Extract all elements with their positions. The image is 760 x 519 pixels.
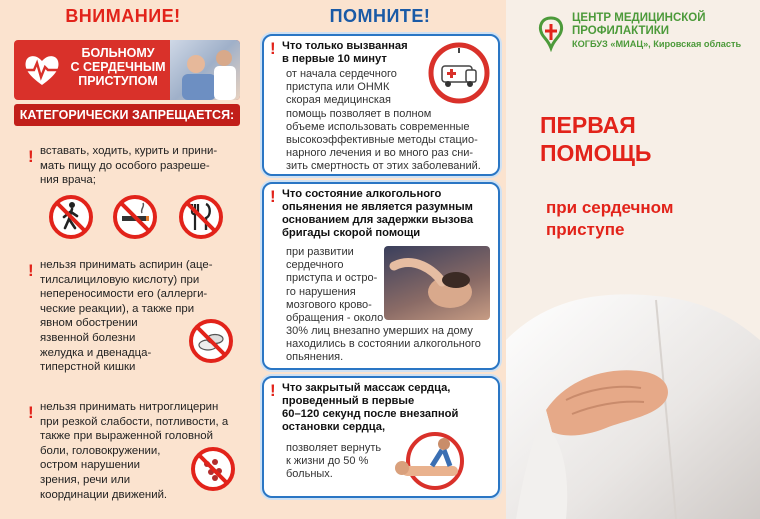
card-body-line: зить смертность от этих заболеваний. <box>286 160 481 173</box>
card-body-line: высокоэффективные методы стацио- <box>286 134 478 147</box>
attention-heading: ВНИМАНИЕ! <box>65 6 181 26</box>
card-body-line: от начала сердечного <box>286 68 397 80</box>
chest-pain-photo <box>506 260 760 519</box>
rule-line: желудка и двенадца- <box>40 346 152 359</box>
remember-card-alcohol <box>262 182 500 370</box>
exclamation-icon: ! <box>28 261 34 280</box>
rule-line: непереносимости его (аллерги- <box>40 288 208 301</box>
title-line-1: ПЕРВАЯ <box>540 112 636 138</box>
subtitle-line-1: при сердечном <box>546 198 674 217</box>
card-body-line: к жизни до 50 % <box>286 455 369 468</box>
card-heading-line: остановки сердца, <box>282 421 386 433</box>
card-body-line: объеме использовать современные <box>286 120 470 133</box>
card-heading-line: опьянения не является разумным <box>282 201 473 213</box>
remember-column <box>252 0 506 519</box>
card-body-line: больных. <box>286 468 333 481</box>
no-aspirin-icon <box>188 318 234 364</box>
banner-line-3: ПРИСТУПОМ <box>78 74 158 88</box>
cpr-illustration <box>380 432 490 490</box>
medical-center-logo <box>536 14 566 52</box>
rule-line: при резкой слабости, потливости, а <box>40 415 229 428</box>
card-body-line: приступа или ОНМК <box>286 81 390 94</box>
exclamation-icon: ! <box>28 147 34 166</box>
card-heading-line: Что только вызванная <box>282 40 408 52</box>
warning-column <box>0 0 252 519</box>
card-heading <box>282 40 442 66</box>
remember-card-cpr <box>262 376 500 498</box>
rule-line: также при выраженной головной <box>40 430 214 443</box>
rule-line: нельзя принимать нитроглицерин <box>40 401 219 413</box>
card-body-line: обращения - около <box>286 312 384 325</box>
org-name-line-3: КОГБУЗ «МИАЦ», Кировская область <box>572 39 742 49</box>
banner-text <box>66 46 170 88</box>
rule-line: типерстной кишки <box>40 361 136 374</box>
card-body-line: мозгового крово- <box>286 298 372 311</box>
card-body-line: помощь позволяет в полном <box>286 107 432 120</box>
rule-line: ния врача; <box>40 174 96 187</box>
card-body-line: сердечного <box>286 259 344 272</box>
card-body-narrow <box>286 246 398 325</box>
no-eating-icon <box>178 194 224 240</box>
exclamation-icon: ! <box>28 403 34 422</box>
strictly-forbidden-label: КАТЕГОРИЧЕСКИ ЗАПРЕЩАЕТСЯ: <box>14 104 240 126</box>
card-body-line: нарного лечения и во много раз сни- <box>286 147 474 160</box>
card-body-line: находились в состоянии алкогольного <box>286 338 481 351</box>
banner-line-1: БОЛЬНОМУ <box>81 46 155 60</box>
rule-1 <box>40 144 250 188</box>
card-heading <box>282 188 496 240</box>
remember-heading: ПОМНИТЕ! <box>329 6 431 26</box>
card-heading-line: Что закрытый массаж сердца, <box>282 382 451 394</box>
rule-line: мать пищу до особого разреше- <box>40 159 210 172</box>
rule-line: боли, головокружении, <box>40 444 161 457</box>
card-body-line: приступа и остро- <box>286 272 378 285</box>
card-body-line: позволяет вернуть <box>286 442 382 454</box>
heart-attack-banner <box>14 40 240 100</box>
rule-line: координации движений. <box>40 488 168 501</box>
card-heading-line: Что состояние алкогольного <box>282 188 442 200</box>
cover-column <box>506 0 760 519</box>
card-body <box>286 68 496 174</box>
card-body-line: при развитии <box>286 246 354 258</box>
card-body <box>286 325 498 365</box>
card-body-line: опьянения. <box>286 351 344 364</box>
subtitle-line-2: приступе <box>546 220 625 239</box>
no-smoking-icon <box>112 194 158 240</box>
remember-card-ambulance <box>262 34 500 176</box>
card-heading-line: в первые 10 минут <box>282 53 387 65</box>
heart-pulse-icon <box>22 50 62 90</box>
exclamation-icon: ! <box>270 39 276 58</box>
card-heading-line: проведенный в первые <box>282 395 415 407</box>
rule-line: ческие реакции), а также при <box>40 302 195 315</box>
card-body-line: го нарушения <box>286 285 356 298</box>
rule-line: остром нарушении <box>40 459 140 472</box>
collapsed-person-photo <box>384 246 490 320</box>
card-heading-line: бригады скорой помощи <box>282 227 421 239</box>
banner-line-2: С СЕРДЕЧНЫМ <box>70 60 166 74</box>
card-body-line: скорая медицинская <box>286 94 391 107</box>
no-walking-icon <box>48 194 94 240</box>
card-heading-line: 60–120 секунд после внезапной <box>282 408 459 420</box>
patient-photo <box>170 40 240 100</box>
org-name-line-1: ЦЕНТР МЕДИЦИНСКОЙ <box>572 12 706 24</box>
no-nitroglycerin-icon <box>190 446 236 492</box>
org-name-line-2: ПРОФИЛАКТИКИ <box>572 25 670 37</box>
card-body-line: 30% лиц внезапно умерших на дому <box>286 325 473 337</box>
rule-line: зрения, речи или <box>40 473 131 486</box>
rule-line: тилсалициловую кислоту) при <box>40 273 200 286</box>
card-heading-line: основанием для задержки вызова <box>282 214 474 226</box>
exclamation-icon: ! <box>270 187 276 206</box>
rule-line: явном обострении <box>40 317 138 330</box>
exclamation-icon: ! <box>270 381 276 400</box>
title-line-2: ПОМОЩЬ <box>540 140 652 166</box>
rule-line: нельзя принимать аспирин (аце- <box>40 259 213 271</box>
card-heading <box>282 382 496 434</box>
rule-line: вставать, ходить, курить и прини- <box>40 145 218 157</box>
rule-line: язвенной болезни <box>40 331 136 344</box>
